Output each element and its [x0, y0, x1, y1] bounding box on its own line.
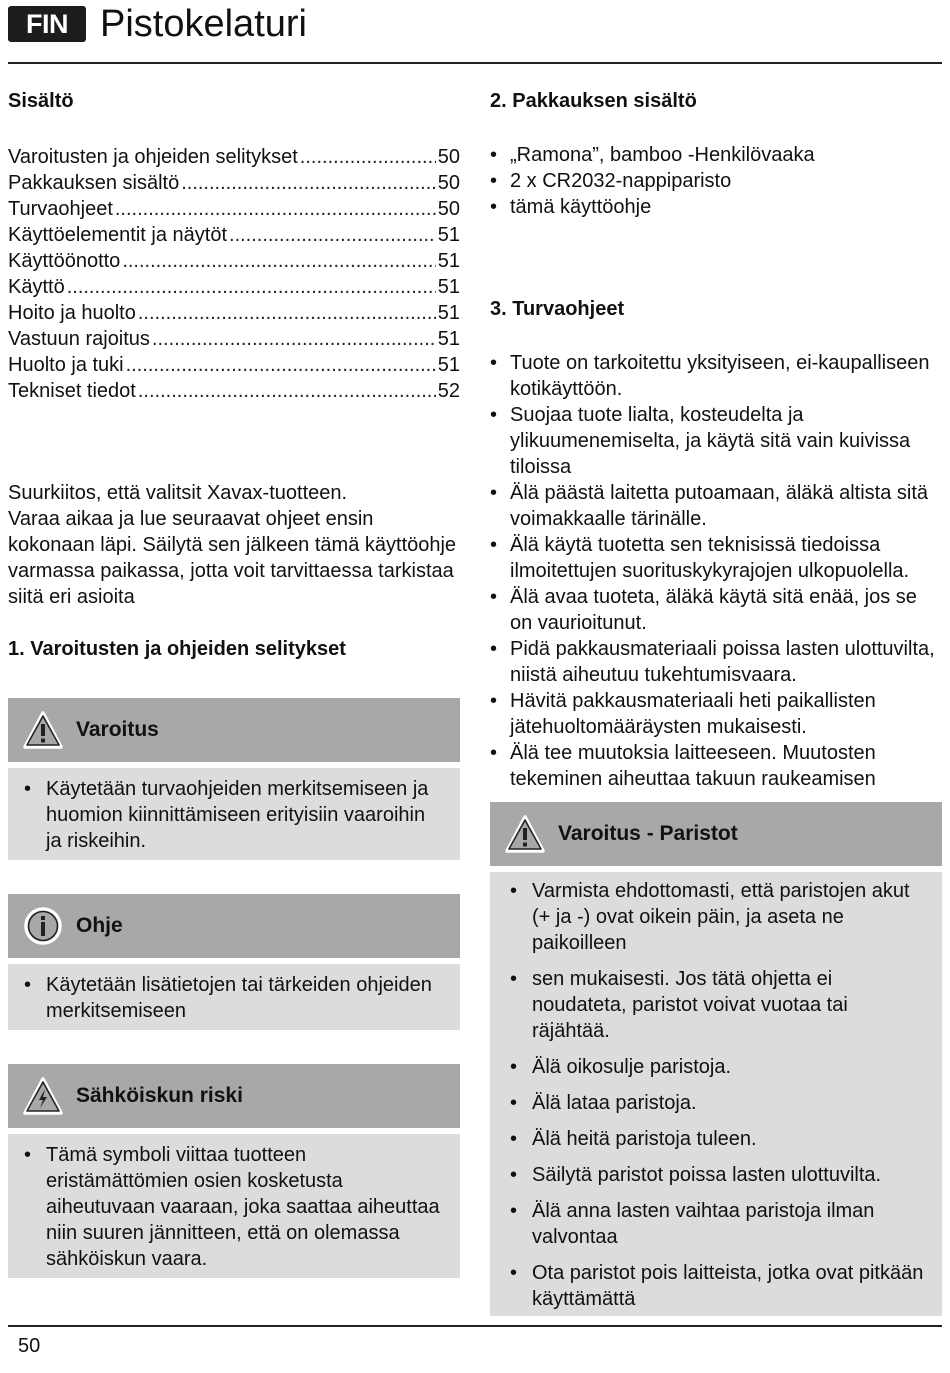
toc-leader [115, 196, 436, 222]
warning-box-text: • Käytetään turvaohjeiden merkitsemiseen ja huomion kiinnittämiseen erityisiin vaaroihin ja riskeihin. [22, 776, 446, 854]
list-item: • Älä avaa tuoteta, äläkä käytä sitä enää, jos se on vaurioitunut. [490, 584, 942, 636]
warning-box-body [8, 768, 460, 860]
toc-item-label: Tekniset tiedot [8, 380, 136, 402]
toc-item-page: 51 [437, 276, 460, 298]
intro-thanks: Suurkiitos, että valitsit Xavax-tuotteen. [8, 482, 348, 504]
toc-item [8, 378, 460, 404]
info-circle-icon [22, 905, 64, 947]
shock-box [8, 1064, 460, 1278]
shock-box-header [8, 1064, 460, 1128]
section1-heading: 1. Varoitusten ja ohjeiden selitykset [8, 638, 346, 660]
toc-item-page: 51 [437, 224, 460, 246]
battery-warning-body [490, 872, 942, 1316]
toc-heading: Sisältö [8, 90, 74, 112]
note-box-title: Ohje [76, 914, 123, 937]
battery-warning-header [490, 802, 942, 866]
warning-triangle-icon [504, 813, 546, 855]
page-number: 50 [18, 1335, 41, 1357]
list-item: • Älä päästä laitetta putoamaan, äläkä altista sitä voimakkaalle tärinälle. [490, 480, 942, 532]
toc-item-page: 50 [437, 198, 460, 220]
toc-leader [138, 378, 436, 404]
list-item: • Pidä pakkausmateriaali poissa lasten ulottuvilta, niistä aiheutuu tukehtumisvaara. [490, 636, 942, 688]
section3-heading: 3. Turvaohjeet [490, 298, 625, 320]
toc-item-page: 51 [437, 328, 460, 350]
section2-heading: 2. Pakkauksen sisältö [490, 90, 697, 112]
left-column [8, 88, 460, 1270]
toc-item [8, 144, 460, 170]
list-item: • tämä käyttöohje [490, 194, 942, 220]
toc-leader [126, 352, 436, 378]
toc-item-label: Käyttö [8, 276, 65, 298]
toc-leader [229, 222, 436, 248]
toc-item-label: Varoitusten ja ohjeiden selitykset [8, 146, 298, 168]
intro-instructions: Varaa aikaa ja lue seuraavat ohjeet ensin kokonaan läpi. Säilytä sen jälkeen tämä käyttöohje varmassa paikassa, jotta voit tarvittaessa tarkistaa siitä eri asioita [8, 508, 457, 608]
shock-box-body [8, 1134, 460, 1278]
list-item: • Ota paristot pois laitteista, jotka ovat pitkään käyttämättä [508, 1260, 928, 1312]
toc-item-page: 50 [437, 146, 460, 168]
toc-item-label: Käyttöelementit ja näytöt [8, 224, 228, 246]
toc-item-page: 50 [437, 172, 460, 194]
list-item: • Älä anna lasten vaihtaa paristoja ilman valvontaa [508, 1198, 928, 1250]
toc-leader [122, 248, 435, 274]
page-header [8, 0, 942, 64]
toc-leader [138, 300, 436, 326]
toc-leader [300, 144, 436, 170]
toc-item-page: 51 [437, 302, 460, 324]
safety-list [490, 350, 942, 792]
toc-item [8, 248, 460, 274]
page-title: Pistokelaturi [100, 3, 307, 45]
toc-item [8, 170, 460, 196]
toc-item-label: Vastuun rajoitus [8, 328, 150, 350]
note-box-text: • Käytetään lisätietojen tai tärkeiden ohjeiden merkitsemiseen [22, 972, 446, 1024]
toc-item-label: Käyttöönotto [8, 250, 121, 272]
toc-item-label: Turvaohjeet [8, 198, 113, 220]
list-item: • Älä heitä paristoja tuleen. [508, 1126, 928, 1152]
warning-box [8, 698, 460, 860]
language-badge: FIN [8, 6, 86, 42]
list-item: • Älä käytä tuotetta sen teknisissä tiedoissa ilmoitettujen suorituskykyrajojen ulkopuolella. [490, 532, 942, 584]
toc-item [8, 352, 460, 378]
toc-item-label: Hoito ja huolto [8, 302, 136, 324]
shock-box-text: • Tämä symboli viittaa tuotteen eristämättömien osien kosketusta aiheutuvaan vaaraan, joka saattaa aiheuttaa niin suuren jännitteen, että on olemassa sähköiskun vaara. [22, 1142, 446, 1272]
toc-leader [67, 274, 436, 300]
warning-triangle-icon [22, 709, 64, 751]
list-item: • Suojaa tuote lialta, kosteudelta ja ylikuumenemiselta, ja käytä sitä vain kuivissa tiloissa [490, 402, 942, 480]
note-box [8, 894, 460, 1030]
warning-box-title: Varoitus [76, 718, 159, 741]
toc-item [8, 274, 460, 300]
toc-item [8, 222, 460, 248]
toc-item [8, 326, 460, 352]
list-item: • 2 x CR2032-nappiparisto [490, 168, 942, 194]
note-box-body [8, 964, 460, 1030]
list-item: • „Ramona”, bamboo -Henkilövaaka [490, 142, 942, 168]
toc-item-page: 52 [437, 380, 460, 402]
toc-item [8, 196, 460, 222]
table-of-contents [8, 144, 460, 404]
shock-box-title: Sähköiskun riski [76, 1084, 243, 1107]
list-item: • Säilytä paristot poissa lasten ulottuvilta. [508, 1162, 928, 1188]
list-item: • Tuote on tarkoitettu yksityiseen, ei-kaupalliseen kotikäyttöön. [490, 350, 942, 402]
note-box-header [8, 894, 460, 958]
list-item: • Varmista ehdottomasti, että paristojen akut (+ ja -) ovat oikein päin, ja aseta ne paikoilleen [508, 878, 928, 956]
toc-item-label: Huolto ja tuki [8, 354, 124, 376]
package-contents-list [490, 142, 942, 220]
toc-item [8, 300, 460, 326]
toc-leader [152, 326, 436, 352]
list-item: • Älä tee muutoksia laitteeseen. Muutosten tekeminen aiheuttaa takuun raukeamisen [490, 740, 942, 792]
list-item: • Hävitä pakkausmateriaali heti paikallisten jätehuoltomääräysten mukaisesti. [490, 688, 942, 740]
toc-item-page: 51 [437, 250, 460, 272]
right-column [490, 88, 942, 1310]
toc-leader [181, 170, 436, 196]
intro-text [8, 480, 460, 610]
list-item: • Älä lataa paristoja. [508, 1090, 928, 1116]
list-item: • Älä oikosulje paristoja. [508, 1054, 928, 1080]
electric-shock-icon [22, 1075, 64, 1117]
warning-box-header [8, 698, 460, 762]
battery-warning-title: Varoitus - Paristot [558, 822, 738, 845]
toc-item-label: Pakkauksen sisältö [8, 172, 180, 194]
toc-item-page: 51 [437, 354, 460, 376]
footer-divider [8, 1325, 942, 1327]
list-item: • sen mukaisesti. Jos tätä ohjetta ei noudateta, paristot voivat vuotaa tai räjähtää. [508, 966, 928, 1044]
battery-warning-box [490, 802, 942, 1316]
